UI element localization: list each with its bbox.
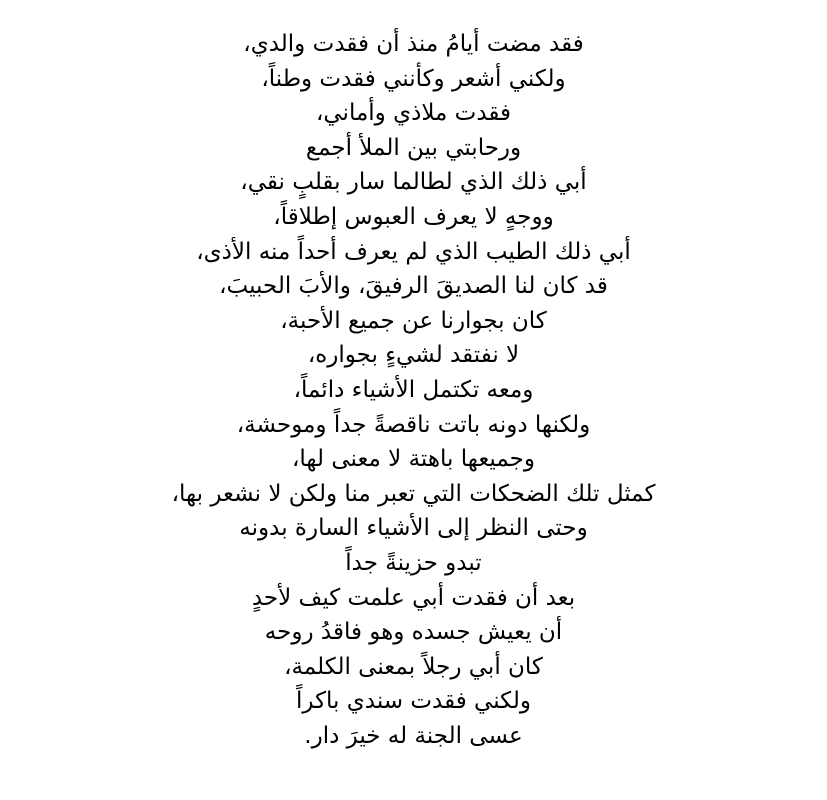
poem-line: أبي ذلك الطيب الذي لم يعرف أحداً منه الأذى، [196,238,631,265]
poem-text [0,27,827,753]
poem-line: ولكني أشعر وكأنني فقدت وطناً، [261,65,566,92]
poem-line: أبي ذلك الذي لطالما سار بقلبٍ نقي، [240,169,587,196]
poem-line: كان أبي رجلاً بمعنى الكلمة، [284,653,543,680]
poem-line: وجميعها باهتة لا معنى لها، [291,446,535,473]
poem-line: ولكني فقدت سندي باكراً [296,688,531,715]
poem-line: ومعه تكتمل الأشياء دائماً، [293,376,534,403]
poem-line: عسى الجنة له خيرَ دار. [304,722,523,749]
poem-line: وحتى النظر إلى الأشياء السارة بدونه [239,515,588,542]
poem-line: أن يعيش جسده وهو فاقدُ روحه [264,619,563,646]
poem-line: بعد أن فقدت أبي علمت كيف لأحدٍ [251,584,576,611]
poem-line: كان بجوارنا عن جميع الأحبة، [280,307,547,334]
poem-line: فقدت ملاذي وأماني، [315,100,512,127]
poem-line: ووجهٍ لا يعرف العبوس إطلاقاً، [273,203,554,230]
poem-line: فقد مضت أيامُ منذ أن فقدت والدي، [243,31,584,57]
poem-line: ولكنها دونه باتت ناقصةً جداً وموحشة، [236,411,591,438]
poem-line: ورحابتي بين الملأ أجمع [305,134,522,161]
poem-line: تبدو حزينةً جداً [345,549,482,576]
poem-line: قد كان لنا الصديقَ الرفيقَ، والأبَ الحبيبَ، [219,273,608,300]
poem-line: كمثل تلك الضحكات التي تعبر منا ولكن لا نشعر بها، [171,480,656,507]
poem-line: لا نفتقد لشيءٍ بجواره، [307,342,520,369]
